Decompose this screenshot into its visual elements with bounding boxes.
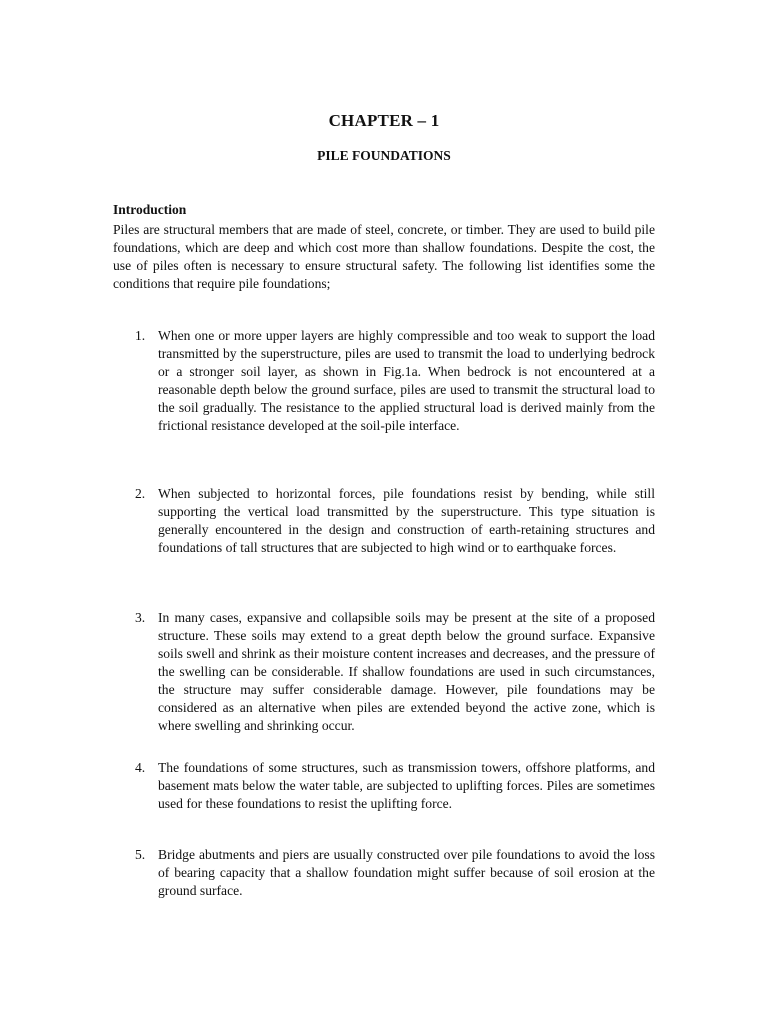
list-item-number: 2. (135, 486, 146, 501)
chapter-title: CHAPTER – 1 (328, 111, 440, 130)
introduction-heading: Introduction (113, 202, 187, 217)
list-item-text: Bridge abutments and piers are usually constructed over pile foundations to avoid the loss of bearing capacity that a shallow foundation might suffer because of soil erosion at the ground surface. (158, 847, 655, 898)
list-item-text: When one or more upper layers are highly compressible and too weak to support the load transmitted by the superstructure, piles are used to transmit the load to underlying bedrock or a stronger soil layer, as shown in Fig.1a. When bedrock is not encountered at a reasonable depth below the ground surface, piles are used to transmit the structural load to the soil gradually. The resistance to the applied structural load is derived mainly from the frictional resistance developed at the soil-pile interface. (158, 328, 655, 433)
section-title: PILE FOUNDATIONS (317, 148, 451, 163)
list-item-text: When subjected to horizontal forces, pile foundations resist by bending, while still supporting the vertical load transmitted by the superstructure. This type situation is generally encountered in the design and construction of earth-retaining structures and foundations of tall structures that are subjected to high wind or to earthquake forces. (158, 486, 655, 555)
list-item-number: 1. (135, 328, 146, 343)
list-item-text: In many cases, expansive and collapsible soils may be present at the site of a proposed structure. These soils may extend to a great depth below the ground surface. Expansive soils swell and shrink as their moisture content increases and decreases, and the pressure of the swelling can be considerable. If shallow foundations are used in such circumstances, the structure may suffer considerable damage. However, pile foundations may be considered as an alternative when piles are extended beyond the active zone, which is where swelling and shrinking occur. (158, 610, 655, 733)
list-item-number: 3. (135, 610, 146, 625)
introduction-paragraph: Piles are structural members that are made of steel, concrete, or timber. They are used to build pile foundations, which are deep and which cost more than shallow foundations. Despite the cost, the use of piles often is necessary to ensure structural safety. The following list identifies some the conditions that require pile foundations; (113, 222, 655, 291)
list-item-number: 5. (135, 847, 146, 862)
list-item-number: 4. (135, 760, 146, 775)
list-item-text: The foundations of some structures, such as transmission towers, offshore platforms, and basement mats below the water table, are subjected to uplifting forces. Piles are sometimes used for these foundations to resist the uplifting force. (158, 760, 655, 811)
